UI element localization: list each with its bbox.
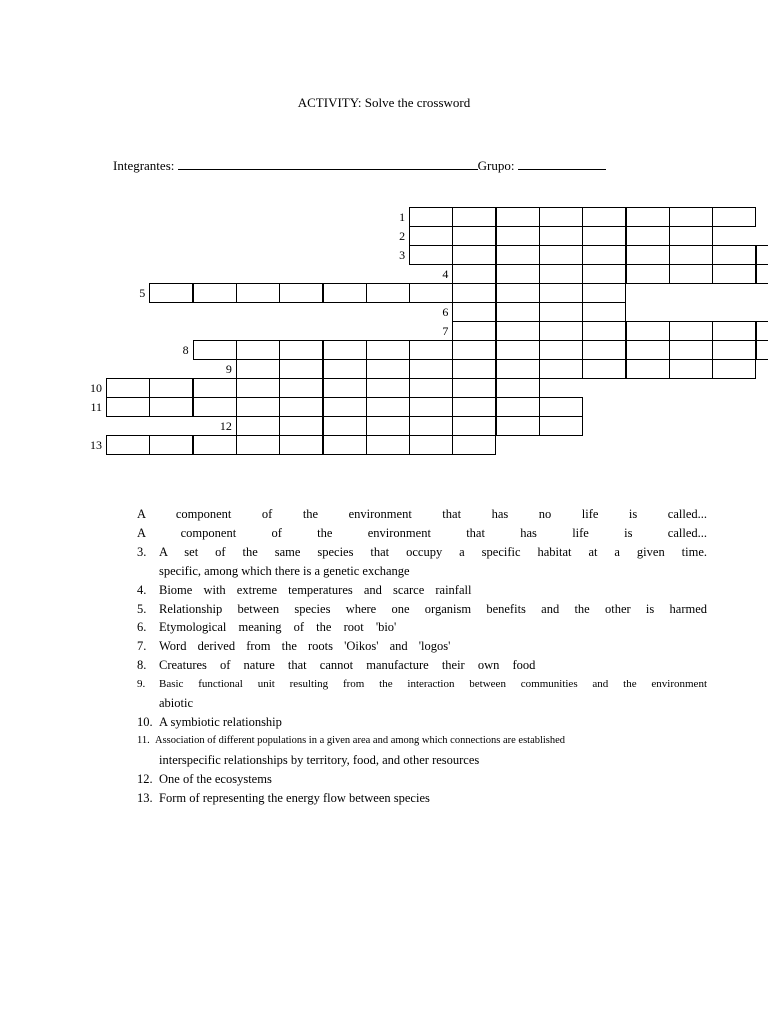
clue-number-label: 10 <box>90 381 102 395</box>
crossword-cell[interactable] <box>712 245 756 265</box>
crossword-cell[interactable] <box>452 226 496 246</box>
clue-number: 5. <box>137 601 147 616</box>
clue-number-label: 9 <box>225 362 232 376</box>
crossword-cell[interactable] <box>409 416 453 436</box>
clue-number-label: 3 <box>399 248 406 262</box>
crossword-cell[interactable] <box>582 207 626 227</box>
clue-4 <box>137 581 707 600</box>
clue-5 <box>137 600 707 619</box>
crossword-cell[interactable] <box>236 397 280 417</box>
crossword-cell[interactable] <box>323 416 367 436</box>
crossword-cell[interactable] <box>452 378 496 398</box>
crossword-cell[interactable] <box>496 283 540 303</box>
crossword-cell[interactable] <box>452 397 496 417</box>
crossword-cell[interactable] <box>409 207 453 227</box>
clue-10 <box>137 713 707 732</box>
crossword-cell[interactable] <box>366 359 410 379</box>
crossword-cell[interactable] <box>323 435 367 455</box>
crossword-cell[interactable] <box>279 397 323 417</box>
crossword-cell[interactable] <box>496 321 540 341</box>
crossword-cell[interactable] <box>539 283 583 303</box>
crossword-cell[interactable] <box>236 340 280 360</box>
clue-number-label: 13 <box>90 438 102 452</box>
crossword-cell[interactable] <box>366 378 410 398</box>
crossword-cell[interactable] <box>582 321 626 341</box>
crossword-cell[interactable] <box>452 302 496 322</box>
clue-number-label: 5 <box>139 286 146 300</box>
crossword-cell[interactable] <box>582 283 626 303</box>
crossword-cell[interactable] <box>193 378 237 398</box>
crossword-cell[interactable] <box>193 340 237 360</box>
crossword-cell[interactable] <box>669 207 713 227</box>
crossword-cell[interactable] <box>149 397 193 417</box>
crossword-cell[interactable] <box>582 226 626 246</box>
crossword-cell[interactable] <box>236 283 280 303</box>
clue-13 <box>137 789 707 808</box>
crossword-cell[interactable] <box>756 264 768 284</box>
clue-text: Basic functional unit resulting from the interaction between communities and the environment <box>159 678 707 691</box>
clue-number-label: 8 <box>182 343 189 357</box>
clue-number: 3. <box>137 544 147 559</box>
crossword-cell[interactable] <box>669 321 713 341</box>
clue-7 <box>137 637 707 656</box>
crossword-cell[interactable] <box>366 416 410 436</box>
crossword-cell[interactable] <box>669 264 713 284</box>
crossword-cell[interactable] <box>496 264 540 284</box>
crossword-cell[interactable] <box>279 435 323 455</box>
crossword-cell[interactable] <box>626 245 670 265</box>
crossword-cell[interactable] <box>149 283 193 303</box>
crossword-cell[interactable] <box>669 245 713 265</box>
crossword-cell[interactable] <box>626 226 670 246</box>
clue-text: Creatures of nature that cannot manufacture their own food <box>159 658 536 673</box>
crossword-cell[interactable] <box>279 359 323 379</box>
crossword-cell[interactable] <box>236 359 280 379</box>
crossword-cell[interactable] <box>626 359 670 379</box>
clue-number-label: 2 <box>399 229 406 243</box>
crossword-cell[interactable] <box>539 397 583 417</box>
crossword-cell[interactable] <box>539 340 583 360</box>
integrantes-label: Integrantes: <box>113 158 175 173</box>
crossword-cell[interactable] <box>582 264 626 284</box>
clue-text: Association of different populations in a given area and among which connections are established <box>155 734 566 746</box>
crossword-cell[interactable] <box>496 397 540 417</box>
clue-text: Etymological meaning of the root 'bio' <box>159 620 397 635</box>
crossword-cell[interactable] <box>539 416 583 436</box>
crossword-cell[interactable] <box>496 416 540 436</box>
clue-9 <box>137 675 707 694</box>
crossword-cell[interactable] <box>323 340 367 360</box>
crossword-cell[interactable] <box>279 340 323 360</box>
crossword-cell[interactable] <box>106 435 150 455</box>
crossword-cell[interactable] <box>712 321 756 341</box>
crossword-cell[interactable] <box>712 207 756 227</box>
crossword-cell[interactable] <box>323 359 367 379</box>
crossword-cell[interactable] <box>409 397 453 417</box>
clue-number: 9. <box>137 678 146 691</box>
crossword-cell[interactable] <box>626 321 670 341</box>
crossword-cell[interactable] <box>626 340 670 360</box>
clue-number-label: 4 <box>442 267 449 281</box>
clue-list <box>137 505 707 808</box>
crossword-cell[interactable] <box>496 226 540 246</box>
crossword-cell[interactable] <box>496 207 540 227</box>
clue-6 <box>137 618 707 637</box>
crossword-cell[interactable] <box>539 264 583 284</box>
crossword-cell[interactable] <box>366 283 410 303</box>
clue-text: One of the ecosystems <box>159 771 272 786</box>
crossword-cell[interactable] <box>366 435 410 455</box>
crossword-cell[interactable] <box>496 378 540 398</box>
crossword-cell[interactable] <box>366 397 410 417</box>
clue-text: Biome with extreme temperatures and scarce rainfall <box>159 582 472 597</box>
crossword-cell[interactable] <box>409 340 453 360</box>
crossword-cell[interactable] <box>582 340 626 360</box>
crossword-cell[interactable] <box>539 359 583 379</box>
clue-number: 4. <box>137 582 147 597</box>
crossword-cell[interactable] <box>193 435 237 455</box>
clue-11 <box>137 732 707 751</box>
crossword-cell[interactable] <box>712 359 756 379</box>
clue-2 <box>137 524 707 543</box>
clue-number: 13. <box>137 790 153 805</box>
crossword-cell[interactable] <box>323 283 367 303</box>
crossword-cell[interactable] <box>452 321 496 341</box>
crossword-cell[interactable] <box>106 378 150 398</box>
crossword-cell[interactable] <box>712 340 756 360</box>
clue-continuation: abiotic <box>159 696 194 711</box>
crossword-cell[interactable] <box>539 207 583 227</box>
crossword-cell[interactable] <box>582 302 626 322</box>
crossword-cell[interactable] <box>582 245 626 265</box>
crossword-cell[interactable] <box>193 397 237 417</box>
clue-1 <box>137 505 707 524</box>
clue-3 <box>137 543 707 562</box>
grupo-label: Grupo: <box>477 158 515 173</box>
crossword-cell[interactable] <box>323 378 367 398</box>
clue-number-label: 11 <box>90 400 102 414</box>
crossword-cell[interactable] <box>496 245 540 265</box>
crossword-cell[interactable] <box>279 378 323 398</box>
clue-text: A component of the environment that has no life is called... <box>137 507 707 521</box>
crossword-grid <box>0 0 768 470</box>
clue-continuation: specific, among which there is a genetic exchange <box>159 563 410 578</box>
clue-number-label: 7 <box>442 324 449 338</box>
crossword-cell[interactable] <box>452 207 496 227</box>
crossword-cell[interactable] <box>539 245 583 265</box>
clue-number-label: 6 <box>442 305 449 319</box>
crossword-cell[interactable] <box>452 435 496 455</box>
crossword-cell[interactable] <box>539 226 583 246</box>
crossword-cell[interactable] <box>236 378 280 398</box>
crossword-cell[interactable] <box>496 302 540 322</box>
crossword-cell[interactable] <box>323 397 367 417</box>
crossword-cell[interactable] <box>409 226 453 246</box>
crossword-cell[interactable] <box>149 435 193 455</box>
crossword-cell[interactable] <box>452 340 496 360</box>
crossword-cell[interactable] <box>236 416 280 436</box>
crossword-cell[interactable] <box>279 283 323 303</box>
crossword-cell[interactable] <box>756 340 768 360</box>
crossword-cell[interactable] <box>409 245 453 265</box>
crossword-cell[interactable] <box>626 264 670 284</box>
crossword-cell[interactable] <box>236 435 280 455</box>
crossword-cell[interactable] <box>452 245 496 265</box>
clue-text: Form of representing the energy flow between species <box>159 790 430 805</box>
clue-text: A set of the same species that occupy a specific habitat at a given time. <box>159 544 707 559</box>
crossword-cell[interactable] <box>366 340 410 360</box>
crossword-cell[interactable] <box>279 416 323 436</box>
crossword-cell[interactable] <box>106 397 150 417</box>
crossword-cell[interactable] <box>669 226 713 246</box>
crossword-cell[interactable] <box>756 321 768 341</box>
crossword-cell[interactable] <box>626 207 670 227</box>
crossword-cell[interactable] <box>409 435 453 455</box>
crossword-cell[interactable] <box>409 359 453 379</box>
clue-number-label: 12 <box>219 419 232 433</box>
clue-number: 10. <box>137 714 153 729</box>
crossword-cell[interactable] <box>669 340 713 360</box>
crossword-cell[interactable] <box>452 359 496 379</box>
crossword-cell[interactable] <box>539 302 583 322</box>
crossword-cell[interactable] <box>409 283 453 303</box>
crossword-cell[interactable] <box>193 283 237 303</box>
crossword-cell[interactable] <box>756 245 768 265</box>
clue-continuation: interspecific relationships by territory, food, and other resources <box>159 752 480 767</box>
clue-text: A component of the environment that has life is called... <box>137 525 707 540</box>
crossword-cell[interactable] <box>452 264 496 284</box>
clue-8 <box>137 656 707 675</box>
clue-number: 12. <box>137 771 153 786</box>
crossword-cell[interactable] <box>496 359 540 379</box>
crossword-cell[interactable] <box>452 283 496 303</box>
clue-12 <box>137 770 707 789</box>
clue-text: A symbiotic relationship <box>159 714 282 729</box>
crossword-cell[interactable] <box>669 359 713 379</box>
crossword-cell[interactable] <box>539 321 583 341</box>
clue-number: 7. <box>137 639 147 654</box>
clue-text: Relationship between species where one organism benefits and the other is harmed <box>159 601 707 616</box>
clue-text: Word derived from the roots 'Oikos' and 'logos' <box>159 639 451 654</box>
crossword-cell[interactable] <box>712 264 756 284</box>
crossword-cell[interactable] <box>149 378 193 398</box>
clue-number: 8. <box>137 658 147 673</box>
clue-number: 11. <box>137 734 150 746</box>
page-title: ACTIVITY: Solve the crossword <box>297 95 471 110</box>
crossword-cell[interactable] <box>452 416 496 436</box>
clue-number-label: 1 <box>399 210 406 224</box>
crossword-cell[interactable] <box>496 340 540 360</box>
crossword-cell[interactable] <box>409 378 453 398</box>
crossword-cell[interactable] <box>582 359 626 379</box>
clue-number: 6. <box>137 620 147 635</box>
